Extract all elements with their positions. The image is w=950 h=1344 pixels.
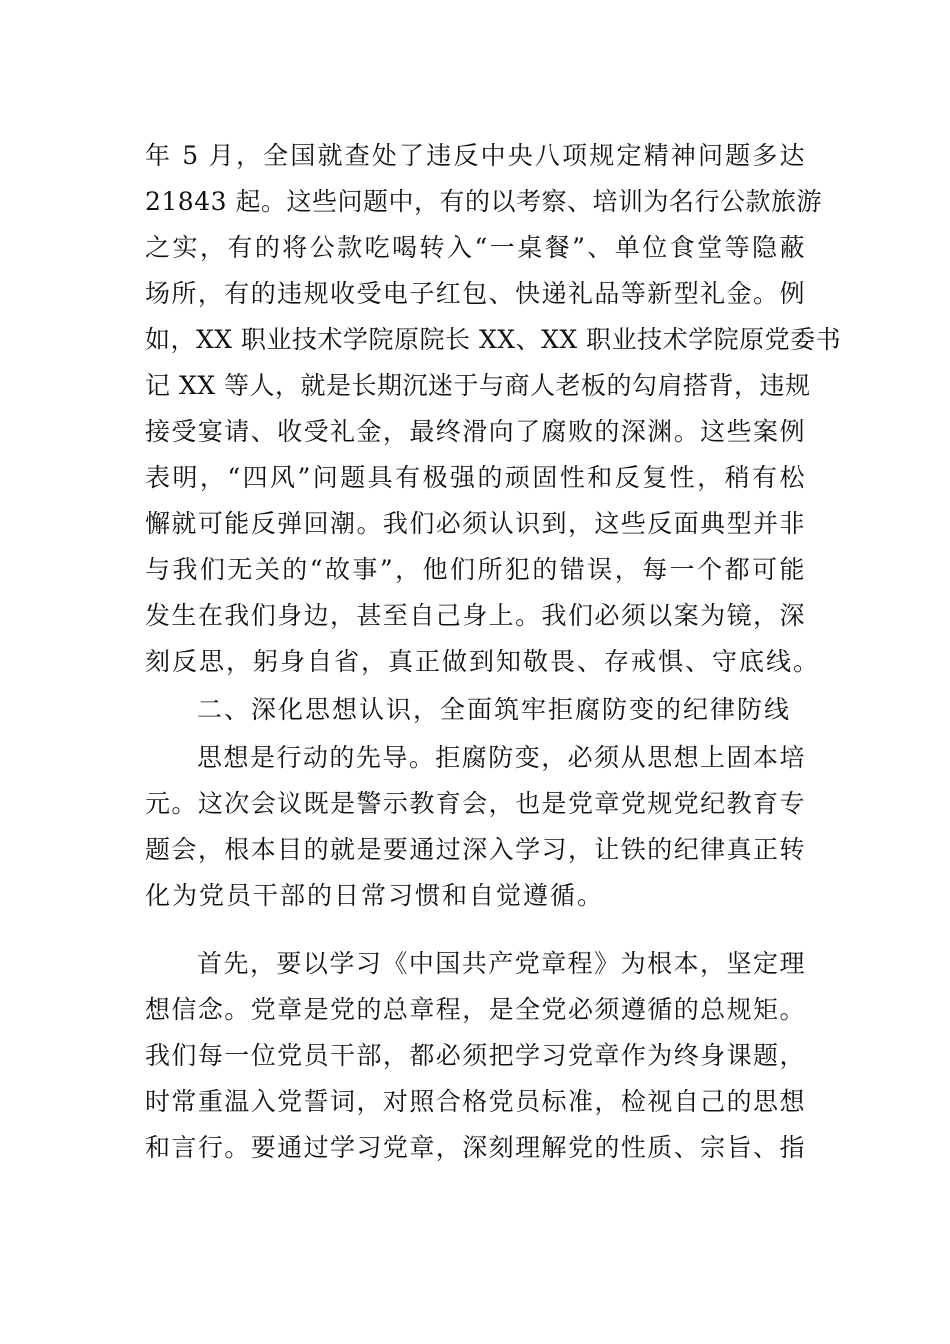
text-line: 场所，有的违规收受电子红包、快递礼品等新型礼金。例 [145, 279, 805, 308]
text-line: 如，XX 职业技术学院原院长 XX、XX 职业技术学院原党委书 [145, 325, 842, 354]
section-heading: 二、深化思想认识，全面筑牢拒腐防变的纪律防线 [197, 695, 792, 724]
text-line: 与我们无关的“故事”，他们所犯的错误，每一个都可能 [145, 555, 805, 584]
text-line: 元。这次会议既是警示教育会，也是党章党规党纪教育专 [145, 789, 805, 818]
text-line: 思想是行动的先导。拒腐防变，必须从思想上固本培 [197, 743, 805, 772]
text-line: 化为党员干部的日常习惯和自觉遵循。 [145, 881, 605, 910]
text-line: 记 XX 等人，就是长期沉迷于与商人老板的勾肩搭背，违规 [145, 371, 811, 400]
text-line: 我们每一位党员干部，都必须把学习党章作为终身课题， [145, 1041, 805, 1070]
text-line: 之实，有的将公款吃喝转入“一桌餐”、单位食堂等隐蔽 [145, 233, 805, 262]
text-line: 想信念。党章是党的总章程，是全党必须遵循的总规矩。 [145, 995, 805, 1024]
text-line: 懈就可能反弹回潮。我们必须认识到，这些反面典型并非 [145, 509, 805, 538]
text-line: 发生在我们身边，甚至自己身上。我们必须以案为镜，深 [145, 601, 805, 630]
text-line: 表明，“四风”问题具有极强的顽固性和反复性，稍有松 [145, 463, 805, 492]
text-line: 年 5 月，全国就查处了违反中央八项规定精神问题多达 [145, 141, 805, 170]
text-line: 题会，根本目的就是要通过深入学习，让铁的纪律真正转 [145, 835, 805, 864]
text-line: 时常重温入党誓词，对照合格党员标准，检视自己的思想 [145, 1087, 805, 1116]
text-line: 21843 起。这些问题中，有的以考察、培训为名行公款旅游 [145, 187, 822, 216]
text-line: 首先，要以学习《中国共产党章程》为根本，坚定理 [197, 949, 805, 978]
text-line: 接受宴请、收受礼金，最终滑向了腐败的深渊。这些案例 [145, 417, 805, 446]
text-line: 刻反思，躬身自省，真正做到知敬畏、存戒惧、守底线。 [145, 647, 821, 676]
text-line: 和言行。要通过学习党章，深刻理解党的性质、宗旨、指 [145, 1133, 805, 1162]
